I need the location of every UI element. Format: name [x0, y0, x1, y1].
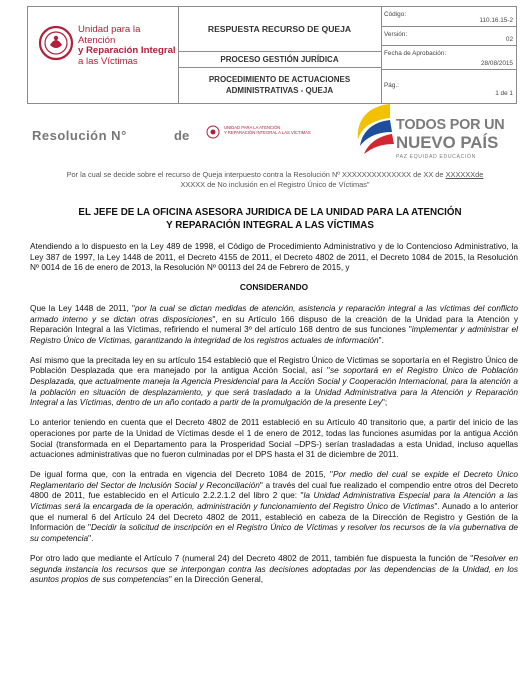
todos-por-un-nuevo-pais-logo: [350, 98, 520, 166]
document-header-table: [27, 6, 517, 104]
code-label: Código:: [384, 11, 407, 18]
logo-line-3: a las Víctimas: [78, 55, 138, 67]
p5-text-b: " a través del cual fue realizado el compendio entre otros del Decreto 4800 de 2011, fue establecido en el Artículo 2.2.2.1.2 del libro 2 que: ": [30, 479, 518, 501]
p5-text-a: De igual forma que, con la entrada en vigencia del Decreto 1084 de 2015, ": [30, 468, 333, 479]
p6-text-a: Por otro lado que mediante el Artículo 7 (numeral 24) del Decreto 4802 de 2011, también fue dispuesta la función de ": [30, 552, 474, 563]
p2-text-b: ", en su Artículo 166 dispuso de la creación de la Unidad para la Atención y Reparación Integral a las Víctimas, refiriendo el numeral 3º del artículo 168 dentro de sus funciones ": [30, 313, 519, 335]
procedure-name: PROCEDIMIENTO DE ACTUACIONES ADMINISTRATIVAS - QUEJA: [208, 75, 351, 95]
version-row: [381, 27, 516, 46]
process-name: PROCESO GESTIÓN JURÍDICA: [178, 51, 381, 68]
paragraph-5: [30, 469, 518, 544]
document-body: [30, 241, 518, 594]
page-value: 1 de 1: [495, 90, 513, 97]
mini-logo-line-2: Y REPARACIÓN INTEGRAL A LAS VÍCTIMAS: [224, 130, 311, 135]
resolution-de: de: [174, 128, 190, 143]
logo-line-1: Unidad para la Atención: [78, 24, 141, 46]
approval-date-value: 28/08/2015: [481, 60, 513, 67]
p5-text-d: ".: [88, 533, 94, 544]
slogan-line-1: TODOS POR UN: [396, 117, 505, 133]
version-value: 02: [505, 36, 513, 43]
flag-wave-icon: [350, 100, 396, 158]
subtitle-underlined: XXXXXXde: [445, 170, 484, 179]
slogan-line-3: PAZ EQUIDAD EDUCACIÓN: [396, 154, 476, 160]
mini-unidad-logo-icon: [206, 125, 220, 139]
paragraph-4: Lo anterior teniendo en cuenta que el Decreto 4802 de 2011 estableció en su Artículo 40 transitorio que, a partir del inicio de las operaciones por parte de la Unidad de Víctimas desde el 1 de enero de 2012, todas las funciones asumidas por la antigua Acción Social (transformada en el Departamento para la Prosperidad Social –DPS-) serían trasladadas a esta Unidad, incluso aquellas actuaciones administrativas que no fueron culminadas por el DPS hasta el 31 de diciembre de 2011.: [30, 417, 518, 460]
approval-date-row: [381, 46, 516, 70]
heading-line-1: EL JEFE DE LA OFICINA ASESORA JURIDICA DE LA UNIDAD PARA LA ATENCIÓN: [78, 207, 462, 218]
header-middle-column: [178, 7, 382, 103]
version-label: Versión:: [384, 31, 408, 38]
subtitle-part-2: XXXXX de No inclusión en el Registro Único de Víctimas": [180, 180, 370, 189]
document-heading: [60, 207, 480, 232]
p6-text-b: " en la Dirección General,: [168, 574, 264, 585]
p2-quote-b: implementar y administrar el Registro Único de Víctimas, garantizando la integridad de los registros actuales de información: [30, 324, 518, 345]
p6-quote: Resolver en segunda instancia los recursos que se interpongan contra las decisiones adoptadas por las dependencias de la Unidad, en los asuntos propios de sus competencias: [30, 552, 518, 585]
p2-text-c: ".: [378, 334, 384, 345]
slogan-line-2: NUEVO PAÍS: [396, 133, 499, 152]
code-value: 110.16.15-2: [479, 17, 513, 24]
resolution-subtitle: [30, 170, 520, 190]
considerando-heading: CONSIDERANDO: [239, 282, 309, 293]
p3-quote: se soportará en el Registro Único de Población Desplazada, que actualmente maneja la Agencia Presidencial para la Acción Social y Cooperación Internacional, para la atención a la población en situación de desplazamiento, y que será trasladado a la Unidad Administrativa para la Atención y Reparación Integral a las Víctimas, dentro de un año contado a partir de la promulgación de la presente Ley: [30, 365, 518, 408]
p5-text-c: ". Aunado a lo anterior que el numeral 6 del Artículo 24 del Decreto 4802 de 2011, estableció en cabeza de la Dirección de Registro y Gestión de la Información de ": [30, 501, 518, 533]
code-row: [381, 7, 516, 27]
p2-text-a: Que la Ley 1448 de 2011, ": [30, 302, 135, 313]
header-meta-column: [381, 7, 516, 103]
p3-text-b: ";: [381, 397, 388, 408]
mini-unidad-logo: [206, 124, 336, 142]
subtitle-part-1: Por la cual se decide sobre el recurso de Queja interpuesto contra la Resolución Nº XXXXXXXXXXXXXX de XX de: [66, 170, 446, 179]
resolution-label: Resolución N°: [32, 128, 127, 143]
approval-date-label: Fecha de Aprobación:: [384, 50, 447, 57]
doc-title: RESPUESTA RECURSO DE QUEJA: [178, 7, 381, 52]
paragraph-6: [30, 553, 518, 585]
paragraph-3: [30, 355, 518, 409]
header-logo-cell: [28, 7, 179, 103]
header-logo-text: [78, 25, 178, 67]
unidad-victimas-logo-icon: [38, 25, 74, 61]
paragraph-2: [30, 303, 518, 346]
p2-quote-a: por la cual se dictan medidas de atención, asistencia y reparación integral a las víctimas del conflicto armado interno y se dictan otras disposiciones: [30, 302, 518, 324]
page-label: Pág.:: [384, 82, 399, 89]
p5-quote-b: la Unidad Administrativa Especial para la Atención a las Víctimas será la encargada de la operación, administración y funcionamiento del Registro Único de Víctimas: [30, 490, 518, 512]
p5-quote-c: Decidir la solicitud de inscripción en el Registro Único de Víctimas y resolver los recursos de la vía gubernativa de su competencia: [30, 522, 518, 544]
mini-logo-line-1: UNIDAD PARA LA ATENCIÓN: [224, 125, 281, 130]
logo-line-2: y Reparación Integral: [78, 45, 176, 56]
p5-quote-a: Por medio del cual se expide el Decreto Único Reglamentario del Sector de Inclusión Social y Reconciliación: [30, 468, 518, 490]
heading-line-2: Y REPARACIÓN INTEGRAL A LAS VÍCTIMAS: [166, 219, 374, 231]
mini-logo-text: [224, 125, 311, 135]
paragraph-1: Atendiendo a lo dispuesto en la Ley 489 de 1998, el Código de Procedimiento Administrativo y de lo Contencioso Administrativo, la Ley 387 de 1997, la Ley 1448 de 2011, el Decreto 4155 de 2011, el Decreto 4802 de 2011, el Decreto 1084 de 2015, la Resolución Nº 0014 de 16 de enero de 2013, la Resolución Nº 00113 del 24 de Febrero de 2015, y: [30, 241, 518, 273]
p3-text-a: Así mismo que la precitada ley en su artículo 154 estableció que el Registro Único de Víctimas se soportaría en el Registro Único de Población Desplazada que era manejado por la antigua Acción Social, así ": [30, 354, 518, 376]
